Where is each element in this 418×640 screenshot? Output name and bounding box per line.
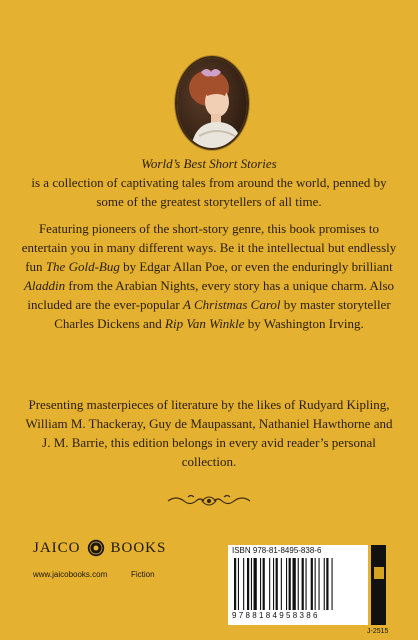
barcode-bar bbox=[251, 558, 252, 610]
barcode-bar bbox=[254, 558, 257, 610]
story-title-christmas-carol: A Christmas Carol bbox=[183, 297, 281, 312]
barcode-bar bbox=[293, 558, 296, 610]
barcode-side-panel bbox=[371, 545, 386, 625]
story-title-aladdin: Aladdin bbox=[23, 278, 66, 293]
publisher-name-left: JAICO bbox=[33, 539, 81, 556]
blurb-featured-stories bbox=[20, 219, 398, 333]
barcode-bar bbox=[234, 558, 236, 610]
book-title: World’s Best Short Stories bbox=[141, 156, 277, 171]
barcode-bar bbox=[276, 558, 278, 610]
barcode-bar bbox=[298, 558, 299, 610]
blurb-text-segment: by master storyteller Charles Dickens and bbox=[54, 297, 391, 331]
blurb-authors bbox=[20, 395, 398, 471]
publisher-logo bbox=[33, 539, 166, 557]
flourish-divider-icon bbox=[166, 491, 252, 511]
barcode-bar bbox=[319, 558, 320, 610]
jaico-seal-icon bbox=[87, 539, 105, 557]
barcode-bar bbox=[243, 558, 244, 610]
publisher-website: www.jaicobooks.com bbox=[33, 570, 108, 579]
blurb-text-segment: by Edgar Allan Poe, or even the enduringly brilliant bbox=[119, 259, 393, 274]
story-title-rip-van-winkle: Rip Van Winkle bbox=[165, 316, 245, 331]
catalog-code: J-2515 bbox=[367, 628, 389, 635]
barcode-bar bbox=[324, 558, 325, 610]
barcode-bar bbox=[238, 558, 239, 610]
book-category: Fiction bbox=[131, 570, 155, 579]
barcode-bar bbox=[263, 558, 265, 610]
isbn-barcode bbox=[228, 545, 368, 625]
barcode-bar bbox=[302, 558, 304, 610]
barcode-bar bbox=[281, 558, 282, 610]
blurb-text-segment: from the Arabian Nights, every story has a unique charm. Also included are the ever-popular bbox=[27, 278, 395, 312]
oval-portrait-image bbox=[175, 56, 249, 150]
publisher-name-right: BOOKS bbox=[110, 539, 167, 556]
barcode-bar bbox=[273, 558, 274, 610]
blurb-intro bbox=[20, 154, 398, 211]
barcode-bar bbox=[260, 558, 261, 610]
blurb-text-segment: by Washington Irving. bbox=[244, 316, 364, 331]
barcode-bar bbox=[269, 558, 270, 610]
barcode-bar bbox=[315, 558, 316, 610]
barcode-bar bbox=[247, 558, 249, 610]
blurb-text-segment: Featuring pioneers of the short-story genre, this book promises to entertain you in many different ways. Be it the intellectual but endlessly fun bbox=[21, 221, 397, 274]
barcode-digits: 9788184958386 bbox=[232, 611, 320, 620]
barcode-bar bbox=[332, 558, 333, 610]
publisher-mark-icon bbox=[374, 567, 384, 579]
barcode-bars bbox=[232, 558, 364, 610]
barcode-bar bbox=[289, 558, 291, 610]
blurb-authors-text: Presenting masterpieces of literature by the likes of Rudyard Kipling, William M. Thackeray, Guy de Maupassant, Nathaniel Hawthorne and J. M. Barrie, this edition belongs in every avid reader’s personal collection. bbox=[25, 397, 393, 469]
barcode-bar bbox=[306, 558, 307, 610]
barcode-bar bbox=[326, 558, 328, 610]
isbn-number: ISBN 978-81-8495-838-6 bbox=[232, 546, 322, 555]
barcode-bar bbox=[286, 558, 287, 610]
barcode-bar bbox=[311, 558, 313, 610]
blurb-intro-text: is a collection of captivating tales from around the world, penned by some of the greatest storytellers of all time. bbox=[31, 175, 387, 209]
story-title-gold-bug: The Gold-Bug bbox=[45, 259, 120, 274]
